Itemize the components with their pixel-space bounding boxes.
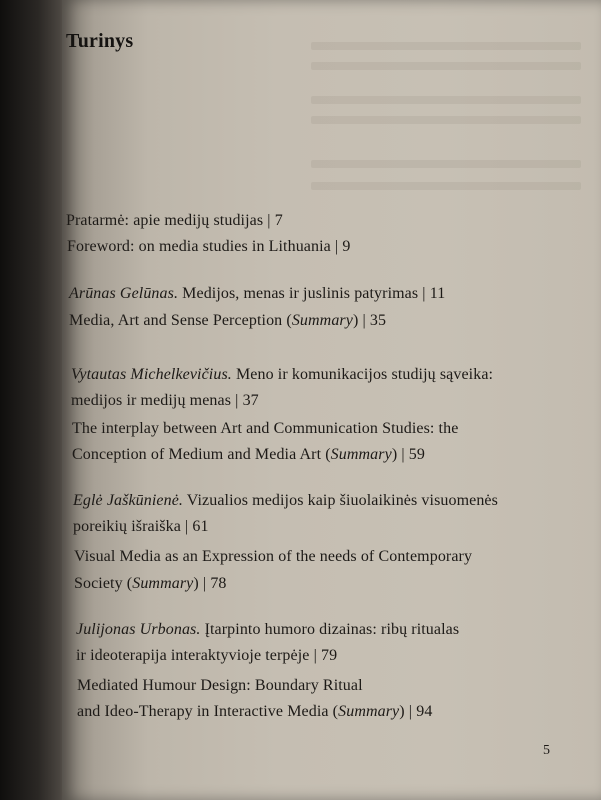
toc-entry: [73, 492, 498, 510]
entry-title: Society (: [74, 575, 133, 592]
entry-page: 11: [429, 285, 446, 302]
toc-entry: [74, 548, 472, 566]
entry-summary: Summary: [291, 312, 353, 329]
entry-title: medijos ir medijų menas: [71, 392, 232, 409]
entry-title: poreikių išraiška: [73, 518, 181, 535]
toc-entry: and Ideo-Therapy in Interactive Media (Summary) | 94: [77, 703, 433, 720]
show-through-text: [311, 182, 581, 190]
entry-title: Visual Media as an Expression of the needs of Contemporary: [74, 548, 473, 565]
page-number: 5: [543, 743, 550, 758]
entry-title: and Ideo-Therapy in Interactive Media (: [77, 703, 339, 720]
entry-title-end: ): [193, 575, 199, 592]
entry-title: Meno ir komunikacijos studijų sąveika:: [231, 366, 494, 383]
entry-title-end: ): [399, 703, 405, 720]
entry-summary: Summary: [338, 703, 400, 720]
entry-page: 78: [210, 575, 227, 592]
show-through-text: [311, 116, 581, 124]
entry-page: 9: [342, 238, 351, 255]
book-spine-shadow: [0, 0, 70, 800]
entry-title: ir ideoterapija interaktyvioje terpėje: [76, 647, 310, 664]
entry-title: Įtarpinto humoro dizainas: ribų ritualas: [200, 621, 460, 638]
entry-page: 61: [192, 518, 209, 535]
page-title: Turinys: [66, 30, 134, 52]
toc-entry: Pratarmė: apie medijų studijas | 7: [66, 212, 283, 229]
entry-summary: Summary: [132, 575, 194, 592]
toc-entry: [76, 621, 459, 639]
entry-author: Vytautas Michelkevičius.: [71, 366, 232, 383]
toc-entry: Society (Summary) | 78: [74, 575, 227, 592]
toc-entry: Conception of Medium and Media Art (Summary) | 59: [72, 446, 425, 463]
entry-author: Eglė Jaškūnienė.: [73, 492, 183, 509]
entry-page: 35: [369, 312, 387, 329]
entry-page: 94: [416, 703, 433, 720]
toc-entry: [72, 420, 458, 438]
entry-page: 79: [321, 647, 338, 664]
toc-entry: Arūnas Gelūnas. Medijos, menas ir juslinis patyrimas | 11: [69, 285, 446, 302]
entry-title: Media, Art and Sense Perception (: [69, 312, 292, 329]
toc-entry: [71, 366, 493, 384]
entry-title: Foreword: on media studies in Lithuania: [67, 238, 331, 255]
entry-title: The interplay between Art and Communication Studies: the: [72, 420, 459, 437]
entry-title-end: ): [391, 446, 398, 463]
entry-title: Mediated Humour Design: Boundary Ritual: [77, 677, 363, 694]
entry-summary: Summary: [330, 446, 392, 463]
entry-page: 59: [408, 446, 425, 463]
entry-title: Vizualios medijos kaip šiuolaikinės visuomenės: [183, 492, 498, 509]
entry-title-end: ): [352, 312, 359, 329]
toc-entry: Media, Art and Sense Perception (Summary) | 35: [69, 312, 387, 329]
toc-entry: poreikių išraiška | 61: [73, 518, 209, 535]
entry-title: Pratarmė: apie medijų studijas: [66, 212, 264, 229]
entry-title: Medijos, menas ir juslinis patyrimas: [178, 285, 419, 302]
entry-page: 37: [242, 392, 259, 409]
toc-entry: medijos ir medijų menas | 37: [71, 392, 259, 409]
entry-title: Conception of Medium and Media Art (: [72, 446, 331, 463]
toc-entry: Foreword: on media studies in Lithuania | 9: [67, 238, 351, 255]
show-through-text: [311, 96, 581, 104]
entry-author: Julijonas Urbonas.: [76, 621, 201, 638]
toc-entry: [77, 677, 363, 695]
toc-entry: ir ideoterapija interaktyvioje terpėje | 79: [76, 647, 338, 664]
show-through-text: [311, 42, 581, 50]
show-through-text: [311, 62, 581, 70]
entry-page: 7: [274, 212, 283, 229]
show-through-text: [311, 160, 581, 168]
entry-author: Arūnas Gelūnas.: [69, 285, 179, 302]
